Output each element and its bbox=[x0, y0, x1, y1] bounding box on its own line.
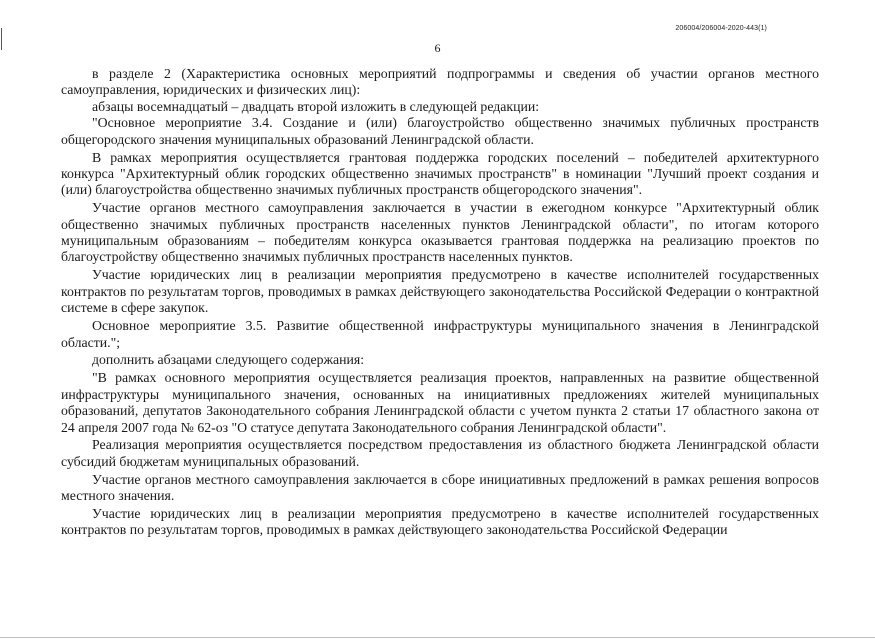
paragraph: абзацы восемнадцатый – двадцать второй изложить в следующей редакции: bbox=[92, 98, 540, 114]
page-number: 6 bbox=[434, 41, 441, 55]
paragraph: Основное мероприятие 3.5. Развитие общественной инфраструктуры муниципального значения в Ленинградской области."; bbox=[61, 318, 819, 350]
document-body bbox=[61, 66, 819, 539]
paragraph: "Основное мероприятие 3.4. Создание и (или) благоустройство общественно значимых публичных пространств общегородского значения муниципальных образований Ленинградской области. bbox=[61, 115, 819, 147]
paragraph: Участие органов местного самоуправления заключается в сборе инициативных предложений в рамках решения вопросов местного значения. bbox=[61, 471, 819, 504]
paragraph: Реализация мероприятия осуществляется посредством предоставления из областного бюджета Ленинградской области субсидий бюджетам муниципальных образований. bbox=[61, 437, 819, 469]
paragraph: В рамках мероприятия осуществляется грантовая поддержка городских поселений – победителей архитектурного конкурса "Архитектурный облик городских общественно значимых пространств" в номинации "Лучший проект создания и (или) благоустройства общественно значимых публичных пространств общегородского значения". bbox=[61, 149, 819, 198]
paragraph: Участие юридических лиц в реализации мероприятия предусмотрено в качестве исполнителей государственных контрактов по результатам торгов, проводимых в рамках действующего законодательства Российской Федерации bbox=[61, 506, 819, 538]
paragraph: Участие юридических лиц в реализации мероприятия предусмотрено в качестве исполнителей государственных контрактов по результатам торгов, проводимых в рамках действующего законодательства Российской Федерации о контрактной системе в сфере закупок. bbox=[61, 267, 819, 316]
paragraph: в разделе 2 (Характеристика основных мероприятий подпрограммы и сведения об участии органов местного самоуправления, юридических и физических лиц): bbox=[61, 66, 819, 98]
paragraph: "В рамках основного мероприятия осуществляется реализация проектов, направленных на развитие общественной инфраструктуры муниципального значения, основанных на инициативных предложениях жителей муниципальных образований, депутатов Законодательного собрания Ленинградской области с учетом пункта 2 статьи 17 областного закона от 24 апреля 2007 года № 62-оз "О статусе депутата Законодательного собрания Ленинградской области". bbox=[61, 370, 819, 435]
paragraph: Участие органов местного самоуправления заключается в участии в ежегодном конкурсе "Архитектурный облик общественно значимых публичных пространств населенных пунктов Ленинградской области", по итогам которого муниципальным образованиям – победителям конкурса оказывается грантовая поддержка на реализацию проектов по благоустройству общественно значимых публичных пространств населенных пунктов. bbox=[61, 200, 819, 265]
document-id: 206004/206004-2020-443(1) bbox=[675, 25, 767, 32]
scan-edge-bottom bbox=[0, 637, 875, 638]
paragraph: дополнить абзацами следующего содержания: bbox=[92, 352, 365, 368]
